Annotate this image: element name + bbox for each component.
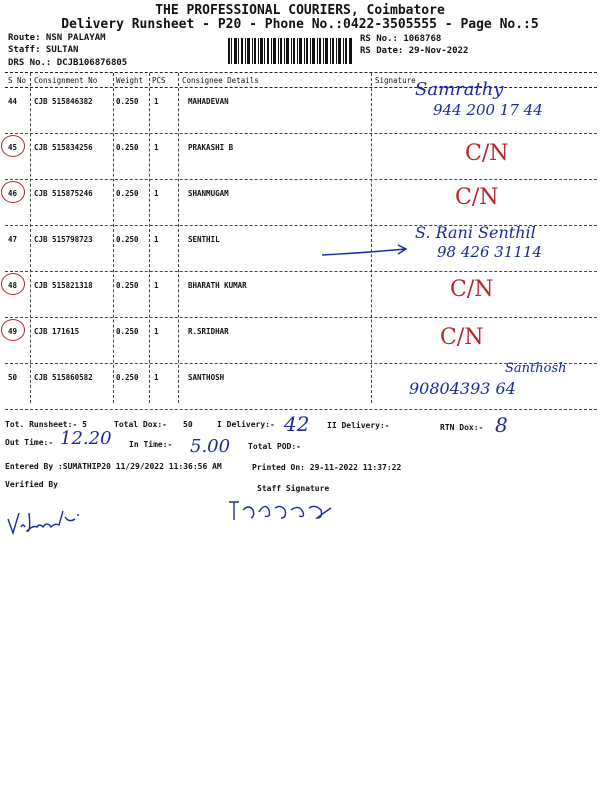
row-consignee: PRAKASHI B xyxy=(188,143,234,152)
runsheet-title: Delivery Runsheet - P20 - Phone No.:0422-3505555 - Page No.:5 xyxy=(61,17,539,32)
total-runsheet: Tot. Runsheet:- 5 xyxy=(5,420,87,429)
row-sno: 45 xyxy=(8,143,18,152)
runsheet-table xyxy=(5,72,597,403)
row-pcs: 1 xyxy=(154,97,159,106)
row-consignee: BHARATH KUMAR xyxy=(188,281,247,290)
arrow-icon xyxy=(320,243,410,259)
total-dox-value: 50 xyxy=(183,420,193,429)
rtn-dox-label: RTN Dox:- xyxy=(440,423,484,432)
table-header xyxy=(5,73,597,88)
verifier-signature xyxy=(5,505,85,540)
signature-phone: 944 200 17 44 xyxy=(433,101,543,119)
row-pcs: 1 xyxy=(154,281,159,290)
cn-mark: C/N xyxy=(440,325,484,350)
signature-name: Samrathy xyxy=(415,79,504,100)
row-sno: 49 xyxy=(8,327,18,336)
row-weight: 0.250 xyxy=(116,373,139,382)
company-title: THE PROFESSIONAL COURIERS, Coimbatore xyxy=(155,3,445,18)
row-sno: 44 xyxy=(8,97,18,106)
row-consignee: SENTHIL xyxy=(188,235,220,244)
row-consignment: CJB 515846382 xyxy=(34,97,93,106)
row-weight: 0.250 xyxy=(116,281,139,290)
route-label: Route: NSN PALAYAM xyxy=(8,33,106,43)
barcode xyxy=(228,38,352,64)
cn-mark: C/N xyxy=(450,277,494,302)
row-consignment: CJB 515860582 xyxy=(34,373,93,382)
i-delivery-value: 42 xyxy=(284,412,310,436)
ii-delivery-label: II Delivery:- xyxy=(327,421,390,430)
col-consignment: Consignment No xyxy=(34,76,98,85)
total-dox-label: Total Dox:- xyxy=(114,420,167,429)
row-pcs: 1 xyxy=(154,143,159,152)
sno-circle-mark xyxy=(1,135,25,157)
cn-mark: C/N xyxy=(455,185,499,210)
row-sno: 46 xyxy=(8,189,18,198)
sno-circle-mark xyxy=(1,273,25,295)
rs-number: RS No.: 1068768 xyxy=(360,34,442,44)
table-row xyxy=(5,179,597,226)
row-consignment: CJB 515834256 xyxy=(34,143,93,152)
signature-phone: 98 426 31114 xyxy=(437,243,542,261)
printed-on: Printed On: 29-11-2022 11:37:22 xyxy=(252,463,402,472)
row-pcs: 1 xyxy=(154,327,159,336)
staff-signature xyxy=(225,496,345,526)
signature-name: Santhosh xyxy=(505,361,567,376)
row-weight: 0.250 xyxy=(116,235,139,244)
row-sno: 50 xyxy=(8,373,18,382)
row-consignee: SHANMUGAM xyxy=(188,189,229,198)
row-consignment: CJB 515821318 xyxy=(34,281,93,290)
entered-by: Entered By :SUMATHIP20 11/29/2022 11:36:56 AM xyxy=(5,462,222,471)
sno-circle-mark xyxy=(1,319,25,341)
row-consignee: SANTHOSH xyxy=(188,373,225,382)
in-time-value: 5.00 xyxy=(190,436,231,457)
row-weight: 0.250 xyxy=(116,327,139,336)
cn-mark: C/N xyxy=(465,141,509,166)
out-time-value: 12.20 xyxy=(60,428,112,449)
row-weight: 0.250 xyxy=(116,97,139,106)
drs-label: DRS No.: DCJB106876805 xyxy=(8,58,128,68)
row-consignment: CJB 171615 xyxy=(34,327,80,336)
col-signature: Signature xyxy=(375,76,416,85)
row-pcs: 1 xyxy=(154,189,159,198)
staff-label: Staff: SULTAN xyxy=(8,45,79,55)
verified-by-label: Verified By xyxy=(5,480,58,489)
sno-circle-mark xyxy=(1,181,25,203)
row-sno: 47 xyxy=(8,235,18,244)
signature-phone: 90804393 64 xyxy=(409,379,516,398)
table-row xyxy=(5,133,597,180)
table-row xyxy=(5,271,597,318)
col-sno: S No xyxy=(8,76,27,85)
table-row xyxy=(5,363,597,410)
staff-signature-label: Staff Signature xyxy=(257,484,330,493)
row-consignment: CJB 515798723 xyxy=(34,235,93,244)
col-consignee: Consignee Details xyxy=(182,76,259,85)
table-row xyxy=(5,225,597,272)
row-consignment: CJB 515875246 xyxy=(34,189,93,198)
row-weight: 0.250 xyxy=(116,143,139,152)
row-pcs: 1 xyxy=(154,373,159,382)
rs-date: RS Date: 29-Nov-2022 xyxy=(360,46,469,56)
row-weight: 0.250 xyxy=(116,189,139,198)
col-weight: Weight xyxy=(116,76,144,85)
in-time-label: In Time:- xyxy=(129,440,173,449)
out-time-label: Out Time:- xyxy=(5,438,54,447)
row-sno: 48 xyxy=(8,281,18,290)
signature-name: S. Rani Senthil xyxy=(415,223,536,242)
i-delivery-label: I Delivery:- xyxy=(217,420,275,429)
row-pcs: 1 xyxy=(154,235,159,244)
total-pod-label: Total POD:- xyxy=(248,442,301,451)
row-consignee: MAHADEVAN xyxy=(188,97,229,106)
rtn-dox-value: 8 xyxy=(495,413,508,437)
table-row xyxy=(5,317,597,364)
row-consignee: R.SRIDHAR xyxy=(188,327,229,336)
col-pcs: PCS xyxy=(152,76,166,85)
